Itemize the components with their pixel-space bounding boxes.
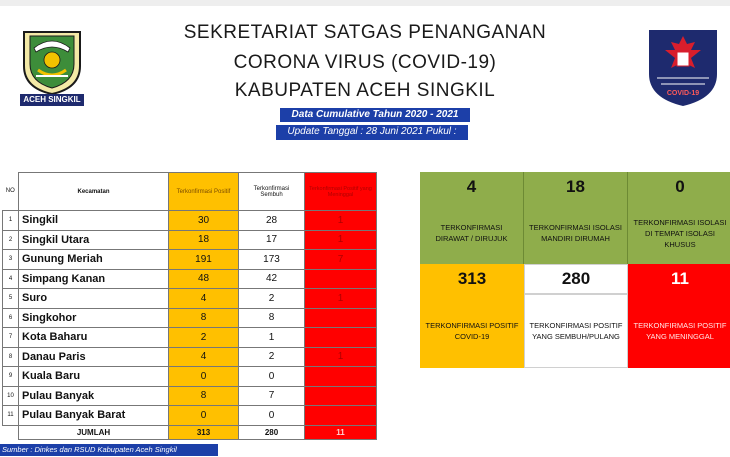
- row-positif: 30: [169, 211, 239, 231]
- row-kecamatan: Pulau Banyak Barat: [19, 406, 169, 426]
- row-sembuh: 17: [239, 230, 305, 250]
- row-kecamatan: Singkohor: [19, 308, 169, 328]
- table-row: [3, 347, 377, 367]
- dirawat-label: TERKONFIRMASI DIRAWAT / DIRUJUK: [420, 202, 524, 264]
- update-band: Update Tanggal : 28 Juni 2021 Pukul : 12.00 Wib: [276, 125, 468, 140]
- row-positif: 8: [169, 386, 239, 406]
- title-line-1: SEKRETARIAT SATGAS PENANGANAN: [183, 22, 547, 43]
- row-sembuh: 2: [239, 347, 305, 367]
- sembuh-value: 280: [524, 264, 628, 294]
- table-row: [3, 308, 377, 328]
- isolasi-mandiri-value: 18: [524, 172, 628, 202]
- title-line-2: CORONA VIRUS (COVID-19): [233, 52, 497, 73]
- row-sembuh: 173: [239, 250, 305, 270]
- table-row: [3, 406, 377, 426]
- row-meninggal: 1: [305, 211, 377, 231]
- row-kecamatan: Suro: [19, 289, 169, 309]
- positif-value: 313: [420, 264, 524, 294]
- table-row: [3, 386, 377, 406]
- isolasi-tempat-value: 0: [628, 172, 730, 202]
- table-row: [3, 289, 377, 309]
- header-sembuh: Terkonfirmasi Sembuh: [239, 173, 305, 211]
- row-no: 6: [3, 308, 19, 328]
- kecamatan-table: [2, 172, 377, 440]
- row-kecamatan: Gunung Meriah: [19, 250, 169, 270]
- row-no: 1: [3, 211, 19, 231]
- row-kecamatan: Singkil Utara: [19, 230, 169, 250]
- total-no: [3, 425, 19, 439]
- row-sembuh: 7: [239, 386, 305, 406]
- meninggal-label: TERKONFIRMASI POSITIF YANG MENINGGAL: [628, 294, 730, 368]
- row-kecamatan: Singkil: [19, 211, 169, 231]
- row-kecamatan: Pulau Banyak: [19, 386, 169, 406]
- source-note: Sumber : Dinkes dan RSUD Kabupaten Aceh Singkil: [0, 444, 218, 456]
- row-kecamatan: Kota Baharu: [19, 328, 169, 348]
- dirawat-value: 4: [420, 172, 524, 202]
- row-positif: 191: [169, 250, 239, 270]
- top-border: [0, 0, 730, 6]
- total-positif: 313: [169, 425, 239, 439]
- row-sembuh: 0: [239, 367, 305, 387]
- aceh-singkil-logo: [18, 26, 86, 108]
- row-no: 3: [3, 250, 19, 270]
- title-line-3: KABUPATEN ACEH SINGKIL: [234, 80, 496, 101]
- row-no: 11: [3, 406, 19, 426]
- row-kecamatan: Danau Paris: [19, 347, 169, 367]
- row-sembuh: 28: [239, 211, 305, 231]
- total-label: JUMLAH: [19, 425, 169, 439]
- row-meninggal: 1: [305, 347, 377, 367]
- row-meninggal: [305, 308, 377, 328]
- table-header-row: [3, 173, 377, 211]
- total-meninggal: 11: [305, 425, 377, 439]
- satgas-covid-logo: [643, 24, 723, 108]
- row-no: 2: [3, 230, 19, 250]
- table-row: [3, 211, 377, 231]
- row-sembuh: 42: [239, 269, 305, 289]
- header-meninggal: Terkonfirmasi Positif yang Meninggal: [305, 173, 377, 211]
- row-no: 9: [3, 367, 19, 387]
- subtitle-band: Data Cumulative Tahun 2020 - 2021: [280, 108, 470, 122]
- table-total-row: [3, 425, 377, 439]
- meninggal-value: 11: [628, 264, 730, 294]
- row-positif: 8: [169, 308, 239, 328]
- positif-label: TERKONFIRMASI POSITIF COVID-19: [420, 294, 524, 368]
- total-sembuh: 280: [239, 425, 305, 439]
- row-positif: 18: [169, 230, 239, 250]
- logo-covid-text: COVID-19: [666, 90, 700, 97]
- sembuh-label: TERKONFIRMASI POSITIF YANG SEMBUH/PULANG: [524, 294, 628, 368]
- row-sembuh: 8: [239, 308, 305, 328]
- row-meninggal: [305, 328, 377, 348]
- table-row: [3, 328, 377, 348]
- table-row: [3, 367, 377, 387]
- shield-emblem-icon: [18, 26, 86, 96]
- row-sembuh: 2: [239, 289, 305, 309]
- summary-panel: [420, 172, 730, 368]
- row-meninggal: [305, 406, 377, 426]
- isolasi-mandiri-label: TERKONFIRMASI ISOLASI MANDIRI DIRUMAH: [524, 202, 628, 264]
- table-row: [3, 230, 377, 250]
- row-meninggal: 7: [305, 250, 377, 270]
- row-positif: 4: [169, 289, 239, 309]
- row-meninggal: [305, 386, 377, 406]
- header-kecamatan: Kecamatan: [19, 173, 169, 211]
- row-meninggal: 1: [305, 289, 377, 309]
- row-kecamatan: Simpang Kanan: [19, 269, 169, 289]
- logo-label: ACEH SINGKIL: [20, 94, 84, 106]
- row-meninggal: [305, 367, 377, 387]
- row-sembuh: 0: [239, 406, 305, 426]
- row-meninggal: [305, 269, 377, 289]
- row-positif: 2: [169, 328, 239, 348]
- row-no: 7: [3, 328, 19, 348]
- header-positif: Terkonfirmasi Positif: [169, 173, 239, 211]
- row-meninggal: 1: [305, 230, 377, 250]
- row-positif: 0: [169, 367, 239, 387]
- row-positif: 4: [169, 347, 239, 367]
- row-no: 8: [3, 347, 19, 367]
- row-kecamatan: Kuala Baru: [19, 367, 169, 387]
- row-no: 10: [3, 386, 19, 406]
- isolasi-tempat-label: TERKONFIRMASI ISOLASI DI TEMPAT ISOLASI KHUSUS: [628, 202, 730, 264]
- row-no: 5: [3, 289, 19, 309]
- table-row: [3, 269, 377, 289]
- row-sembuh: 1: [239, 328, 305, 348]
- header-no: NO: [5, 188, 15, 195]
- table-row: [3, 250, 377, 270]
- row-positif: 48: [169, 269, 239, 289]
- row-positif: 0: [169, 406, 239, 426]
- row-no: 4: [3, 269, 19, 289]
